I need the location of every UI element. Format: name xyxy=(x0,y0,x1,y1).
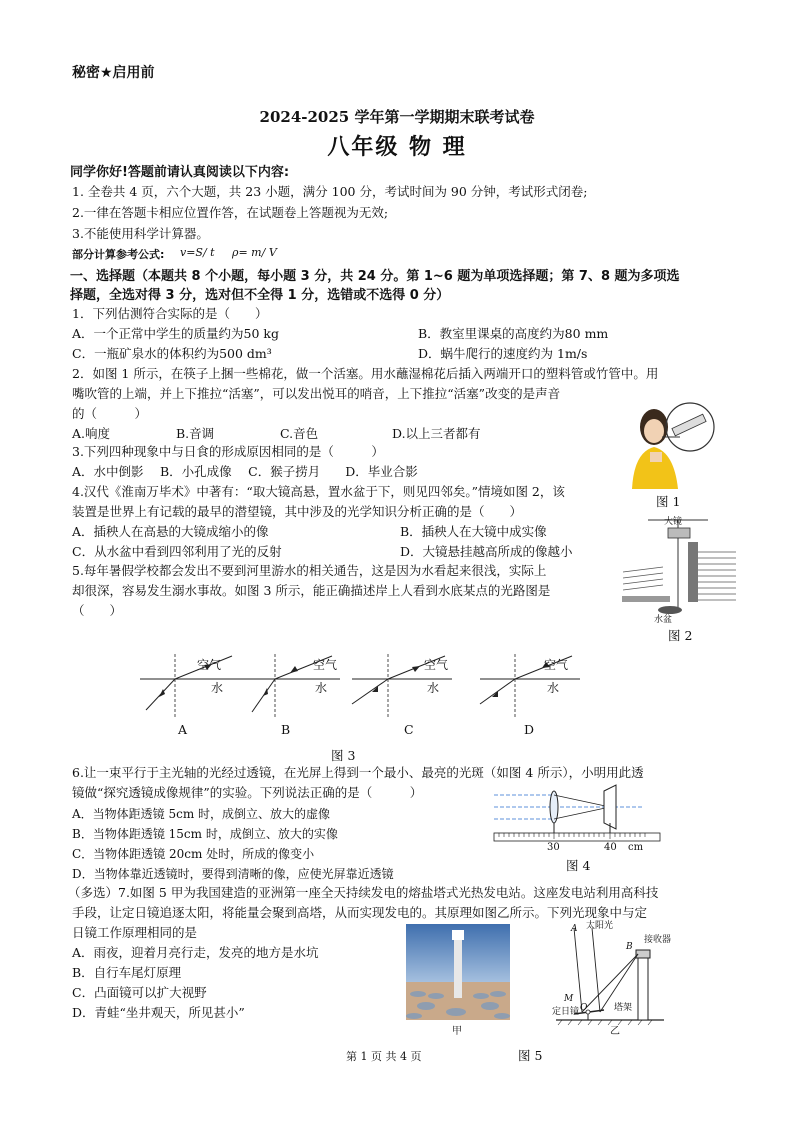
fig3-water-d: 水 xyxy=(547,681,560,695)
q7-option-d: D．青蛙“坐井观天，所见甚小” xyxy=(72,1005,245,1020)
fig3-water-b: 水 xyxy=(315,681,328,695)
fig4-unit: cm xyxy=(628,842,644,853)
q4-option-d: D．大镜悬挂越高所成的像越小 xyxy=(400,544,573,559)
figure-2-ancient-periscope xyxy=(618,512,740,624)
notes-intro: 同学你好!答题前请认真阅读以下内容: xyxy=(70,165,290,180)
q6-line-1: 6.让一束平行于主光轴的光经过透镜，在光屏上得到一个最小、最亮的光斑（如图 4 所示），小明用此透 xyxy=(72,765,644,780)
fig3-label-b: B xyxy=(281,722,291,737)
figure-2-label-basin: 水盆 xyxy=(654,615,673,625)
q1-option-a: A．一个正常中学生的质量约为50 kg xyxy=(72,326,279,341)
figure-1-whistle-girl xyxy=(622,397,718,489)
figure-1-caption: 图 1 xyxy=(656,494,681,509)
fig4-tick-40: 40 xyxy=(604,842,617,853)
figure-5-jia-label: 甲 xyxy=(452,1026,462,1037)
fig3-label-a: A xyxy=(178,722,188,737)
q5-line-3: （ ） xyxy=(72,603,123,618)
q4-line-1: 4.汉代《淮南万毕术》中著有：“取大镜高悬，置水盆于下，则见四邻矣。”情境如图 2，该 xyxy=(72,484,565,499)
q5-line-1: 5.每年暑假学校都会发出不要到河里游水的相关通告，这是因为水看起来很浅，实际上 xyxy=(72,563,547,578)
fig5-label-m: M xyxy=(564,994,574,1004)
q3-options: A．水中倒影 B．小孔成像 C．猴子捞月 D．毕业合影 xyxy=(72,464,418,479)
fig3-water-c: 水 xyxy=(427,681,440,695)
q7-option-c: C．凸面镜可以扩大视野 xyxy=(72,985,207,1000)
q2-line-2: 嘴吹管的上端，并上下推拉“活塞”，可以发出悦耳的哨音，上下推拉“活塞”改变的是声音 xyxy=(72,386,561,401)
q2-option-a: A.响度 xyxy=(72,426,111,441)
page-footer: 第 1 页 共 4 页 xyxy=(346,1050,422,1063)
q7-line-3: 日镜工作原理相同的是 xyxy=(72,925,198,940)
q2-option-c: C.音色 xyxy=(280,426,319,441)
section-1-heading: 一、选择题（本题共 8 个小题，每小题 3 分，共 24 分。第 1~6 题为单项选择题；第 7、8 题为多项选 xyxy=(70,269,680,284)
q4-option-a: A．插秧人在高悬的大镜成缩小的像 xyxy=(72,524,269,539)
figure-3-caption: 图 3 xyxy=(331,748,356,763)
fig5-label-receiver: 接收器 xyxy=(644,935,672,945)
formula-speed: v=S/ t xyxy=(180,246,215,259)
fig3-water-a: 水 xyxy=(211,681,224,695)
q1-option-c: C．一瓶矿泉水的体积约为500 dm³ xyxy=(72,346,272,361)
q3-stem: 3.下列四种现象中与日食的形成原因相同的是（ ） xyxy=(72,444,384,459)
fig3-air-c: 空气 xyxy=(424,658,449,672)
fig3-air-d: 空气 xyxy=(544,658,569,672)
q7-line-1: （多选）7.如图 5 甲为我国建造的亚洲第一座全天持续发电的熔盐塔式光热发电站。这座发电站利用高科技 xyxy=(68,885,659,900)
fig5-label-o: O xyxy=(580,1003,588,1013)
fig5-label-heliostat: 定日镜 xyxy=(552,1007,580,1017)
figure-5-caption: 图 5 xyxy=(518,1048,543,1063)
q6-option-c: C．当物体距透镜 20cm 处时，所成的像变小 xyxy=(72,847,315,861)
formula-density: ρ= m/ V xyxy=(232,246,277,259)
q2-option-b: B.音调 xyxy=(176,426,215,441)
q1-option-d: D．蜗牛爬行的速度约为 1m/s xyxy=(418,346,588,361)
q2-option-d: D.以上三者都有 xyxy=(392,426,481,441)
figure-4-lens-bench xyxy=(492,783,672,855)
q6-line-2: 镜做“探究透镜成像规律”的实验。下列说法正确的是（ ） xyxy=(72,785,423,800)
note-2: 2.一律在答题卡相应位置作答，在试题卷上答题视为无效; xyxy=(72,205,389,220)
option-a-diagram xyxy=(140,654,240,718)
fig3-air-a: 空气 xyxy=(197,658,222,672)
figure-3-refraction-options xyxy=(120,652,600,722)
figure-2-label-mirror: 大镜 xyxy=(664,517,683,527)
figure-2-caption: 图 2 xyxy=(668,628,693,643)
q6-option-b: B．当物体距透镜 15cm 时，成倒立、放大的实像 xyxy=(72,827,338,841)
fig5-label-b: B xyxy=(626,942,633,952)
note-1: 1. 全卷共 4 页，六个大题，共 23 小题，满分 100 分，考试时间为 90 分钟，考试形式闭卷; xyxy=(72,184,588,199)
q4-option-b: B．插秧人在大镜中成实像 xyxy=(400,524,547,539)
confidential-mark: 秘密★启用前 xyxy=(72,65,155,81)
exam-subject: 八年级 物 理 xyxy=(327,134,467,160)
q7-option-a: A．雨夜，迎着月亮行走，发亮的地方是水坑 xyxy=(72,945,319,960)
q7-option-b: B．自行车尾灯原理 xyxy=(72,965,182,980)
q6-option-d: D．当物体靠近透镜时，要得到清晰的像，应使光屏靠近透镜 xyxy=(72,867,394,881)
fig5-label-sunlight: 太阳光 xyxy=(586,921,614,931)
fig5-label-a: A xyxy=(571,924,578,934)
q7-line-2: 手段，让定日镜追逐太阳，将能量会聚到高塔，从而实现发电的。其原理如图乙所示。下列光现象中与定 xyxy=(72,905,648,920)
fig3-label-c: C xyxy=(404,722,414,737)
fig5-label-tower: 塔架 xyxy=(614,1003,633,1013)
q2-line-3: 的（ ） xyxy=(72,406,148,421)
exam-title: 2024-2025 学年第一学期期末联考试卷 xyxy=(259,108,535,126)
fig4-tick-30: 30 xyxy=(547,842,560,853)
section-1-heading-cont: 择题，全选对得 3 分，选对但不全得 1 分，选错或不选得 0 分） xyxy=(70,288,450,303)
fig3-air-b: 空气 xyxy=(313,658,338,672)
fig3-label-d: D xyxy=(524,722,535,737)
figure-4-caption: 图 4 xyxy=(566,858,591,873)
q5-line-2: 却很深，容易发生溺水事故。如图 3 所示，能正确描述岸上人看到水底某点的光路图是 xyxy=(72,583,551,598)
formula-label: 部分计算参考公式: xyxy=(72,248,165,261)
q1-stem: 1．下列估测符合实际的是（ ） xyxy=(72,306,268,321)
q4-line-2: 装置是世界上有记载的最早的潜望镜，其中涉及的光学知识分析正确的是（ ） xyxy=(72,504,523,519)
q6-option-a: A．当物体距透镜 5cm 时，成倒立、放大的虚像 xyxy=(72,807,331,821)
note-3: 3.不能使用科学计算器。 xyxy=(72,226,209,241)
q1-option-b: B．教室里课桌的高度约为80 mm xyxy=(418,326,609,341)
q4-option-c: C．从水盆中看到四邻利用了光的反射 xyxy=(72,544,282,559)
q2-line-1: 2．如图 1 所示，在筷子上捆一些棉花，做一个活塞。用水蘸湿棉花后插入两端开口的塑料管或竹管中。用 xyxy=(72,366,659,381)
figure-5-yi-label: 乙 xyxy=(610,1026,620,1037)
figure-5-jia-solar-tower-photo xyxy=(406,924,510,1020)
